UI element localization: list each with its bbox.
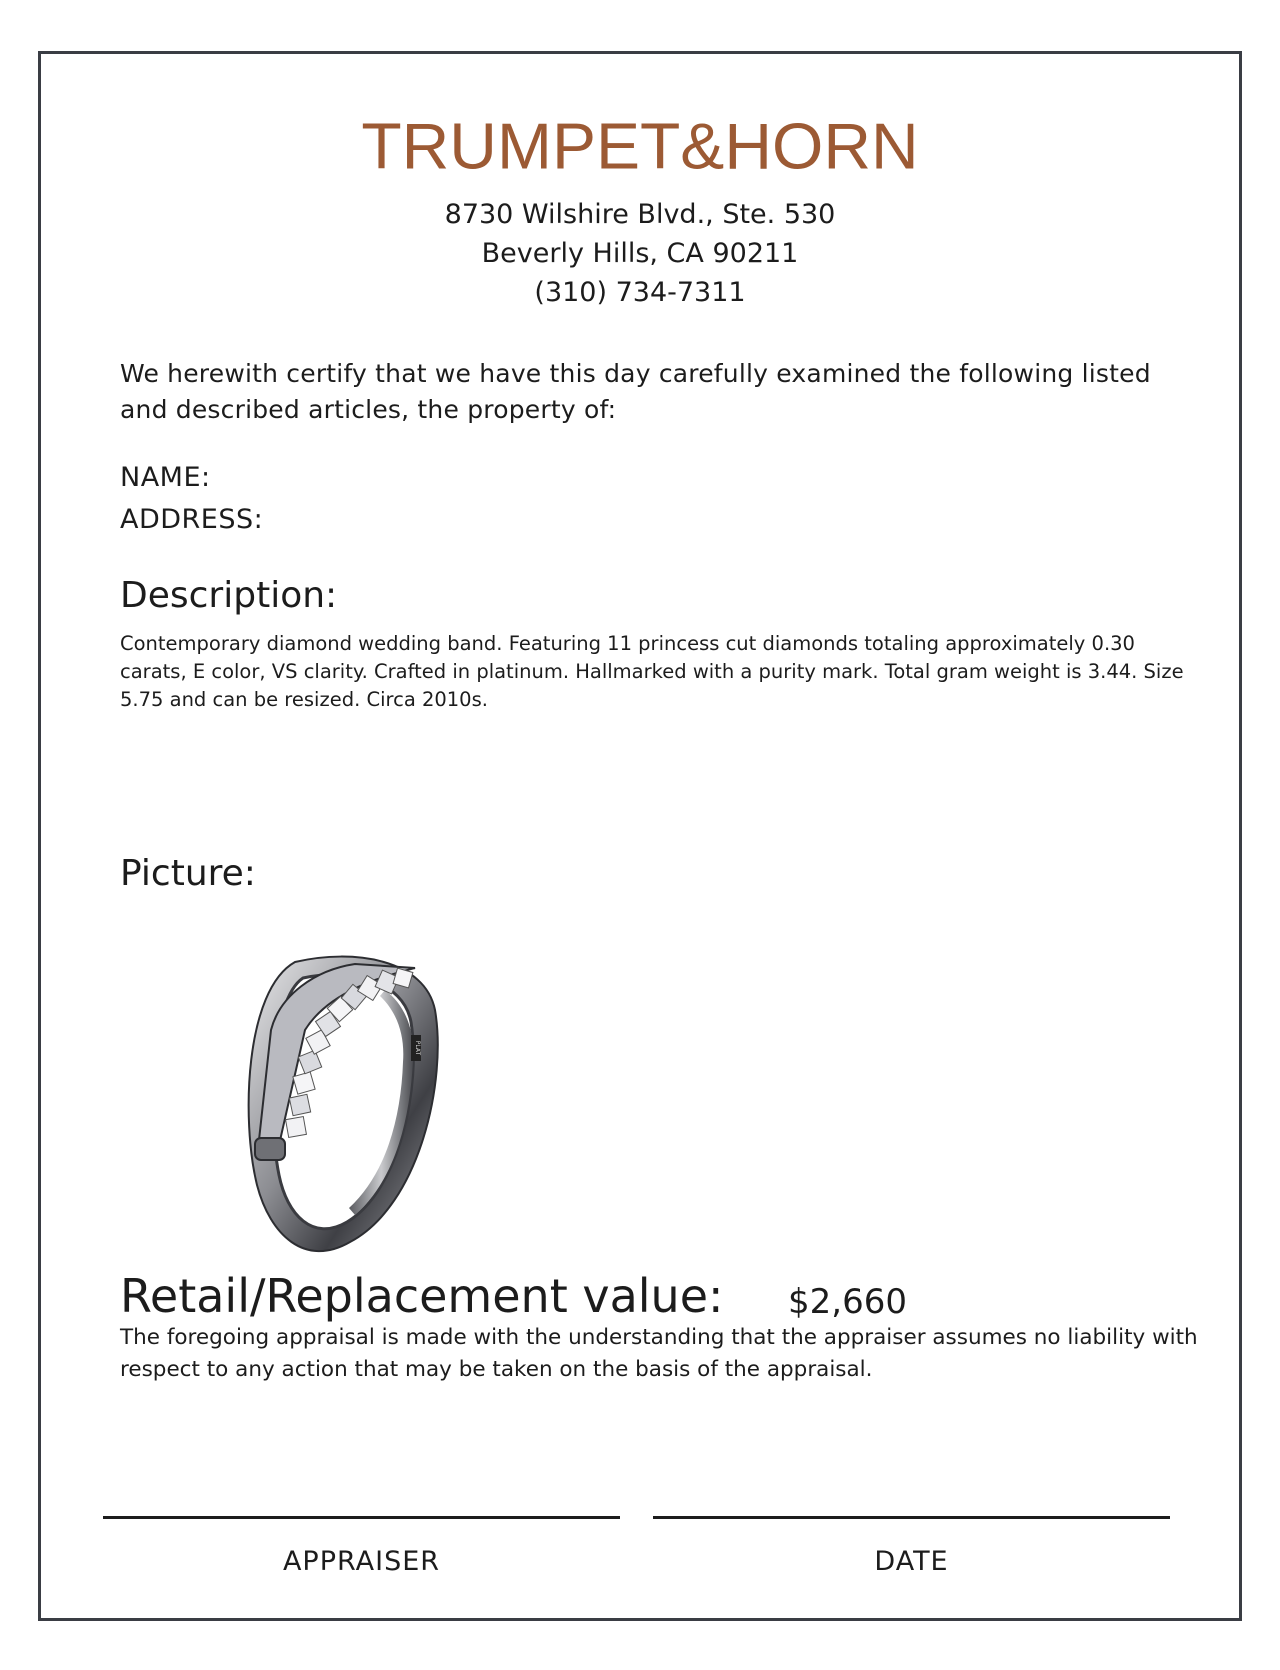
ring-photo (235, 950, 470, 1260)
picture-title: Picture: (120, 853, 256, 894)
ring-end-cap (255, 1138, 285, 1160)
appraiser-signature-line (103, 1516, 620, 1519)
address-line-2: Beverly Hills, CA 90211 (481, 238, 799, 269)
date-label: DATE (874, 1546, 949, 1577)
name-label: NAME: (120, 462, 211, 493)
date-signature-line (653, 1516, 1170, 1519)
value-amount: $2,660 (788, 1282, 907, 1322)
appraisal-disclaimer: The foregoing appraisal is made with the understanding that the appraiser assumes no liability with respect to any action that may be taken on the basis of the appraisal. (120, 1325, 1198, 1382)
address-label: ADDRESS: (120, 504, 264, 535)
phone-number: (310) 734-7311 (534, 277, 746, 308)
appraiser-label: APPRAISER (282, 1546, 441, 1577)
description-text: Contemporary diamond wedding band. Featuring 11 princess cut diamonds totaling approximately 0.30 carats, E color, VS clarity. Crafted in platinum. Hallmarked with a purity mark. Total gram weight is 3.44. Size 5.75 and can be resized. Circa 2010s. (120, 632, 1184, 711)
hallmark-text: PLAT (414, 1040, 421, 1056)
value-label: Retail/Replacement value: (120, 1269, 724, 1323)
address-line-1: 8730 Wilshire Blvd., Ste. 530 (444, 199, 836, 230)
description-title: Description: (120, 575, 338, 616)
certification-statement: We herewith certify that we have this day carefully examined the following listed and described articles, the property of: (120, 359, 1151, 424)
brand-logo: TRUMPET&HORN (361, 109, 919, 183)
